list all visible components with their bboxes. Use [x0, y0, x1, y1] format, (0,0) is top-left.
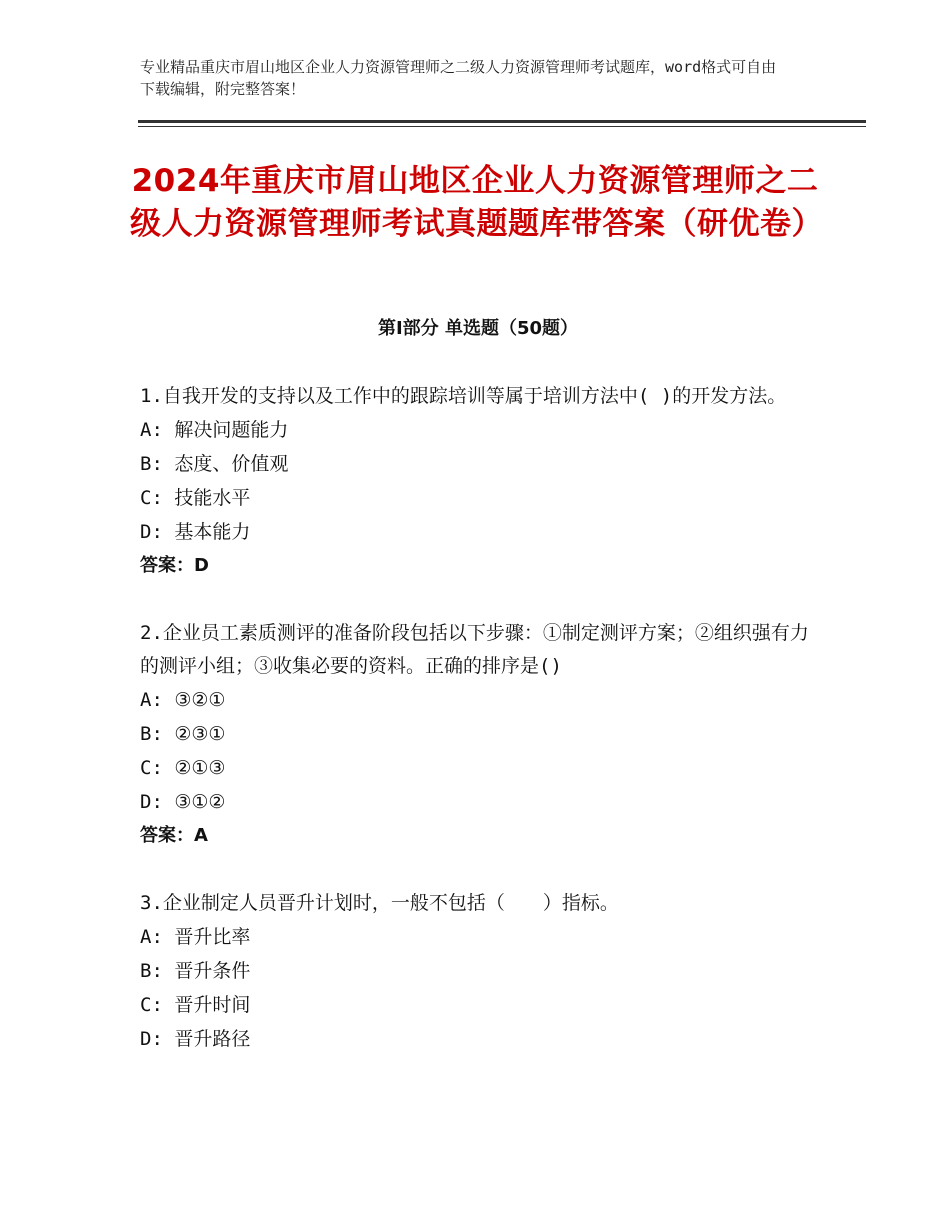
option-c: C: 晋升时间: [140, 994, 251, 1016]
option-b: B: 晋升条件: [140, 960, 251, 982]
header-divider-thick: [138, 120, 866, 123]
option-d: D: 基本能力: [140, 521, 251, 543]
question-stem: 3.企业制定人员晋升计划时，一般不包括（ ）指标。: [140, 892, 619, 914]
question-3: [140, 887, 810, 1056]
option-d: D: 晋升路径: [140, 1028, 251, 1050]
option-a: A: 晋升比率: [140, 926, 251, 948]
question-2: [140, 617, 810, 853]
header-note: 专业精品重庆市眉山地区企业人力资源管理师之二级人力资源管理师考试题库，word格式可自由下载编辑，附完整答案！: [140, 58, 777, 98]
option-c: C: ②①③: [140, 757, 226, 779]
section-title: 第Ⅰ部分 单选题（50题）: [377, 318, 578, 339]
question-stem: 1.自我开发的支持以及工作中的跟踪培训等属于培训方法中( )的开发方法。: [140, 385, 787, 407]
question-1: [140, 380, 810, 583]
option-b: B: 态度、价值观: [140, 453, 289, 475]
document-title: 2024年重庆市眉山地区企业人力资源管理师之二级人力资源管理师考试真题题库带答案（研优卷）: [130, 163, 823, 242]
header-divider-thin: [138, 126, 866, 127]
option-a: A: ③②①: [140, 689, 226, 711]
answer: 答案：D: [140, 555, 209, 576]
question-list: [140, 380, 810, 1090]
answer: 答案：A: [140, 825, 208, 846]
option-b: B: ②③①: [140, 723, 226, 745]
option-c: C: 技能水平: [140, 487, 251, 509]
question-stem: 2.企业员工素质测评的准备阶段包括以下步骤：①制定测评方案；②组织强有力的测评小组；③收集必要的资料。正确的排序是(): [140, 622, 809, 677]
option-d: D: ③①②: [140, 791, 226, 813]
option-a: A: 解决问题能力: [140, 419, 289, 441]
